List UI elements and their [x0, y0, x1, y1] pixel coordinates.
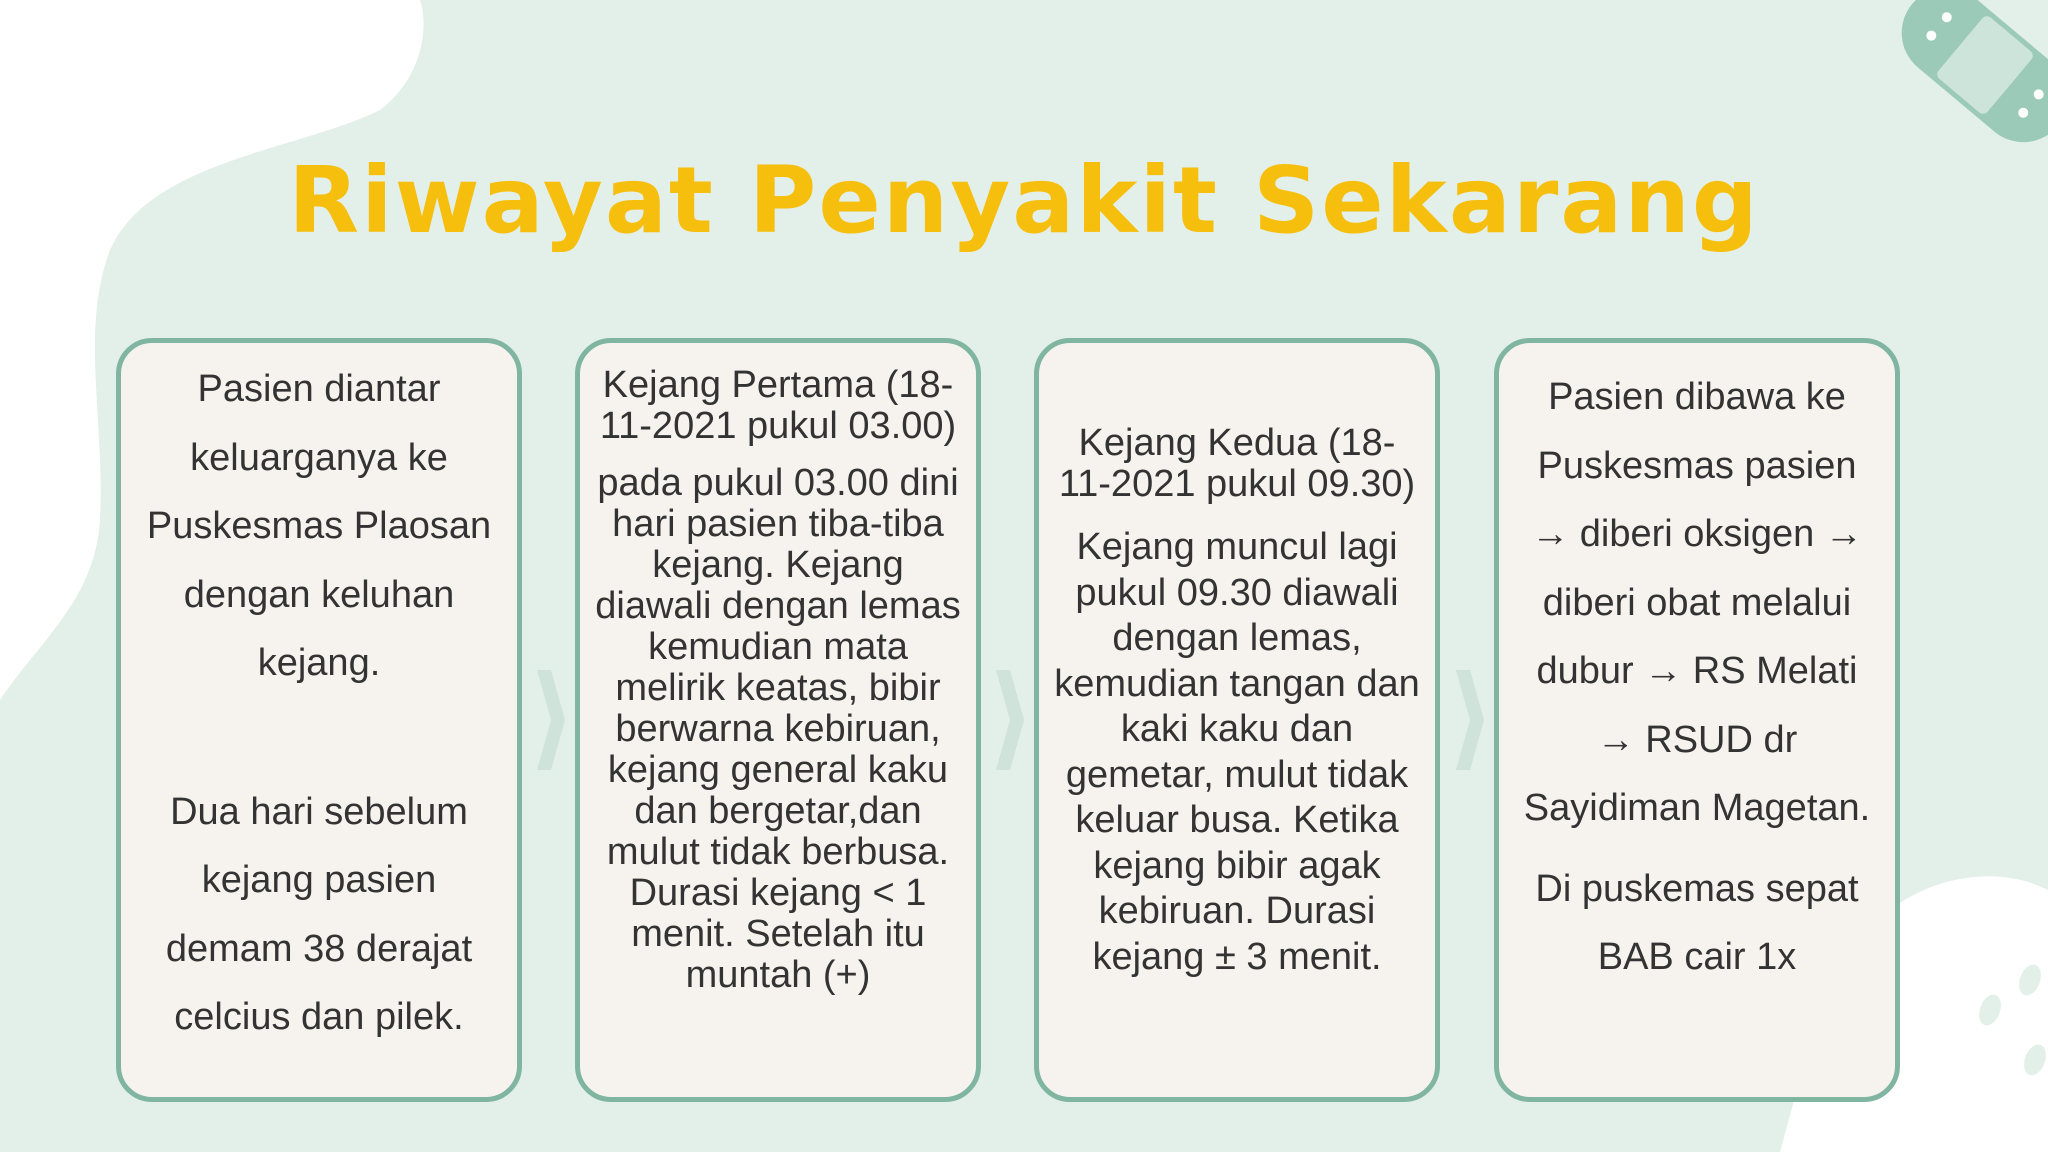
- history-card-first-seizure: [575, 338, 981, 1102]
- card-body-second-seizure: Kejang muncul lagi pukul 09.30 diawali dengan lemas, kemudian tangan dan kaki kaku dan gemetar, mulut tidak keluar busa. Ketika kejang bibir agak kebiruan. Durasi kejang ± 3 menit.: [1054, 526, 1420, 978]
- history-card-initial: [116, 338, 522, 1102]
- chevron-right-icon: [996, 670, 1024, 770]
- card-body-first-seizure: pada pukul 03.00 dini hari pasien tiba-tiba kejang. Kejang diawali dengan lemas kemudian mata melirik keatas, bibir berwarna kebiruan, kejang general kaku dan bergetar,dan mulut tidak berbusa. Durasi kejang < 1 menit. Setelah itu muntah (+): [595, 462, 961, 996]
- card-paragraph-fever: Dua hari sebelum kejang pasien demam 38 derajat celcius dan pilek.: [165, 790, 473, 1038]
- dots-decoration-top-left: [0, 0, 145, 154]
- dots-decoration-bottom-right: [1975, 962, 2048, 1079]
- page-title: Riwayat Penyakit Sekarang: [288, 147, 1760, 254]
- chevron-right-icon: [537, 670, 565, 770]
- card-paragraph-referral: Pasien dibawa ke Puskesmas pasien → diberi oksigen → diberi obat melalui dubur → RS Melati → RSUD dr Sayidiman Magetan.: [1523, 376, 1871, 829]
- card-paragraph-arrival: Pasien diantar keluarganya ke Puskesmas Plaosan dengan keluhan kejang.: [146, 368, 492, 684]
- card-heading-first-seizure: Kejang Pertama (18-11-2021 pukul 03.00): [599, 364, 957, 447]
- chevron-right-icon: [1456, 670, 1484, 770]
- card-paragraph-diarrhea: Di puskemas sepat BAB cair 1x: [1535, 867, 1859, 978]
- history-card-referral: [1494, 338, 1900, 1102]
- history-card-second-seizure: [1034, 338, 1440, 1102]
- card-heading-second-seizure: Kejang Kedua (18-11-2021 pukul 09.30): [1058, 422, 1416, 505]
